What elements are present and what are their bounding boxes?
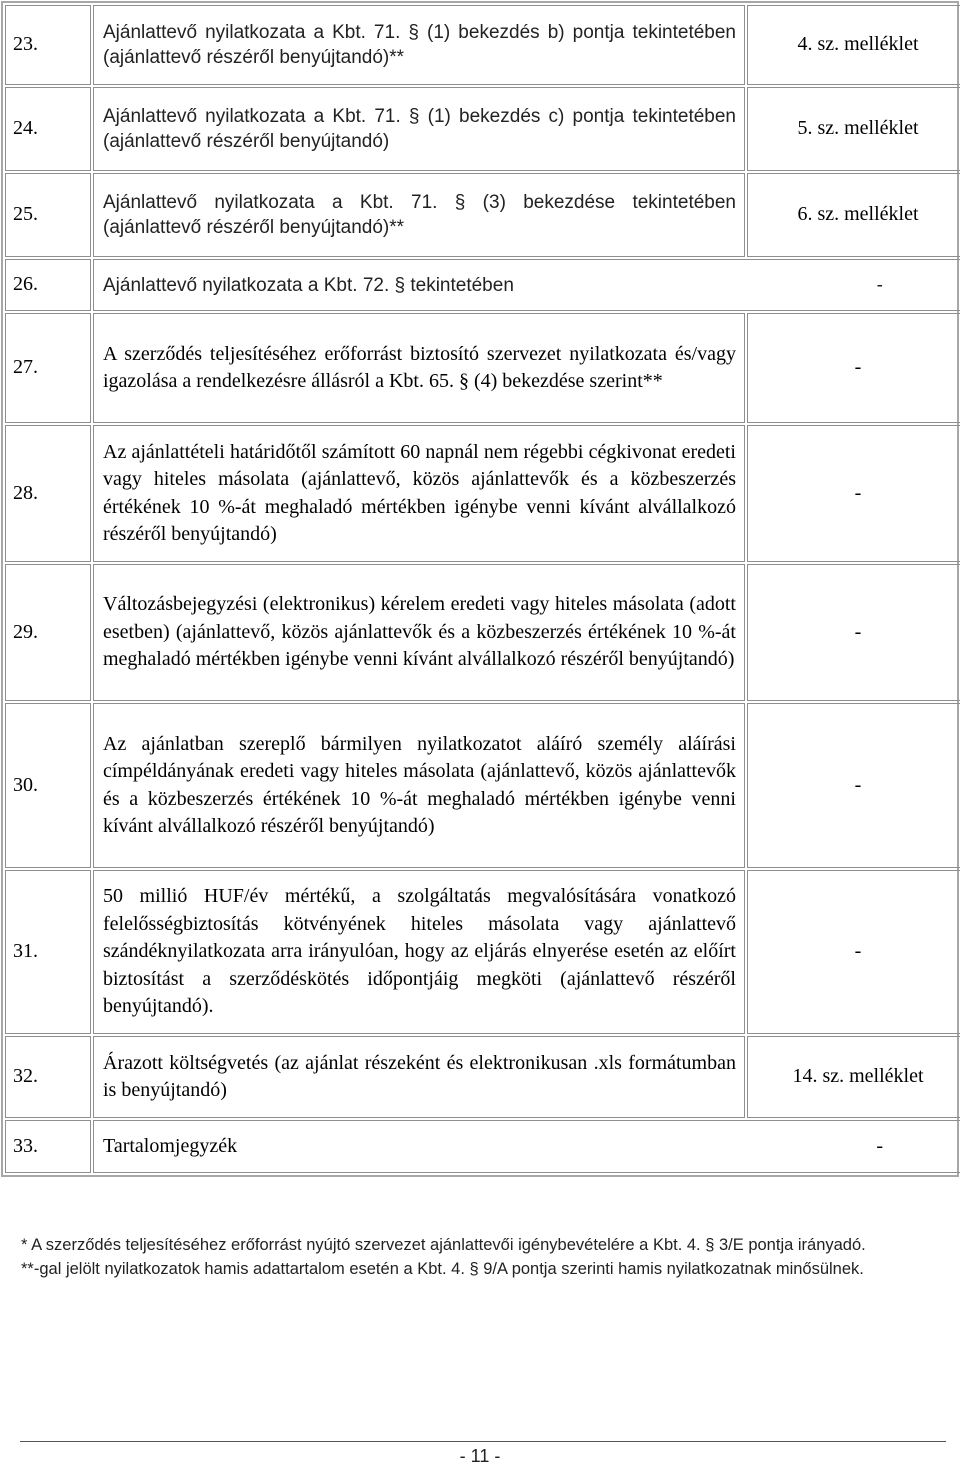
row-number: 24. — [5, 87, 91, 171]
row-attachment: - — [876, 1134, 883, 1157]
requirements-table — [1, 1, 959, 1177]
row-description: Tartalomjegyzék — [103, 1134, 238, 1157]
row-number: 32. — [5, 1036, 91, 1118]
row-number: 31. — [5, 870, 91, 1034]
row-attachment: - — [747, 313, 960, 423]
row-attachment: - — [747, 425, 960, 562]
footer-divider — [20, 1441, 946, 1442]
row-description: Változásbejegyzési (elektronikus) kérelem eredeti vagy hiteles másolata (adott esetben) (ajánlattevő, közös ajánlattevők és a közbeszerzés értékének 10 %-át meghaladó mértékben igénybe venni kívánt alvállalkozó részéről benyújtandó) — [93, 564, 745, 701]
footnote-double-asterisk: **-gal jelölt nyilatkozatok hamis adattartalom esetén a Kbt. 4. § 9/A pontja szerinti hamis nyilatkozatnak minősülnek. — [21, 1260, 864, 1278]
row-attachment: - — [876, 274, 883, 296]
row-description-wide — [93, 259, 960, 311]
row-attachment: - — [747, 870, 960, 1034]
row-description: A szerződés teljesítéséhez erőforrást biztosító szervezet nyilatkozata és/vagy igazolása a rendelkezésre állásról a Kbt. 65. § (4) bekezdése szerint** — [93, 313, 745, 423]
row-attachment: - — [747, 703, 960, 868]
row-number: 29. — [5, 564, 91, 701]
row-attachment: 5. sz. melléklet — [747, 87, 960, 171]
row-attachment: 4. sz. melléklet — [747, 5, 960, 85]
row-description: Ajánlattevő nyilatkozata a Kbt. 71. § (1) bekezdés c) pontja tekintetében (ajánlattevő részéről benyújtandó) — [93, 87, 745, 171]
row-description: 50 millió HUF/év mértékű, a szolgáltatás megvalósítására vonatkozó felelősségbiztosítás kötvényének hiteles másolata vagy ajánlattevő szándéknyilatkozata arra irányulóan, hogy az eljárás elnyerése esetén az előírt biztosítást a szerződéskötés időpontjáig megköti (ajánlattevő részéről benyújtandó). — [93, 870, 745, 1034]
row-description: Az ajánlattételi határidőtől számított 60 napnál nem régebbi cégkivonat eredeti vagy hiteles másolata (ajánlattevő, közös ajánlattevők és a közbeszerzés értékének 10 %-át meghaladó mértékben igénybe venni kívánt alvállalkozó részéről benyújtandó) — [93, 425, 745, 562]
row-description: Ajánlattevő nyilatkozata a Kbt. 71. § (1) bekezdés b) pontja tekintetében (ajánlattevő részéről benyújtandó)** — [93, 5, 745, 85]
row-number: 33. — [5, 1120, 91, 1173]
row-attachment: - — [747, 564, 960, 701]
row-number: 26. — [5, 259, 91, 311]
page-number: - 11 - — [459, 1446, 501, 1466]
row-number: 23. — [5, 5, 91, 85]
row-description: Árazott költségvetés (az ajánlat részeként és elektronikusan .xls formátumban is benyújtandó) — [93, 1036, 745, 1118]
row-attachment: 14. sz. melléklet — [747, 1036, 960, 1118]
footnote-single-asterisk: * A szerződés teljesítéséhez erőforrást nyújtó szervezet ajánlattevői igénybevételére a Kbt. 4. § 3/E pontja irányadó. — [21, 1236, 866, 1254]
row-description-wide — [93, 1120, 960, 1173]
footnotes — [21, 1233, 941, 1281]
row-number: 30. — [5, 703, 91, 868]
row-description: Az ajánlatban szereplő bármilyen nyilatkozatot aláíró személy aláírási címpéldányának eredeti vagy hiteles másolata (ajánlattevő, közös ajánlattevők és a közbeszerzés értékének 10 %-át meghaladó mértékben igénybe venni kívánt alvállalkozó részéről benyújtandó) — [93, 703, 745, 868]
row-description: Ajánlattevő nyilatkozata a Kbt. 72. § tekintetében — [103, 274, 514, 296]
row-number: 27. — [5, 313, 91, 423]
row-attachment: 6. sz. melléklet — [747, 173, 960, 257]
row-description: Ajánlattevő nyilatkozata a Kbt. 71. § (3) bekezdése tekintetében (ajánlattevő részéről benyújtandó)** — [93, 173, 745, 257]
row-number: 25. — [5, 173, 91, 257]
row-number: 28. — [5, 425, 91, 562]
